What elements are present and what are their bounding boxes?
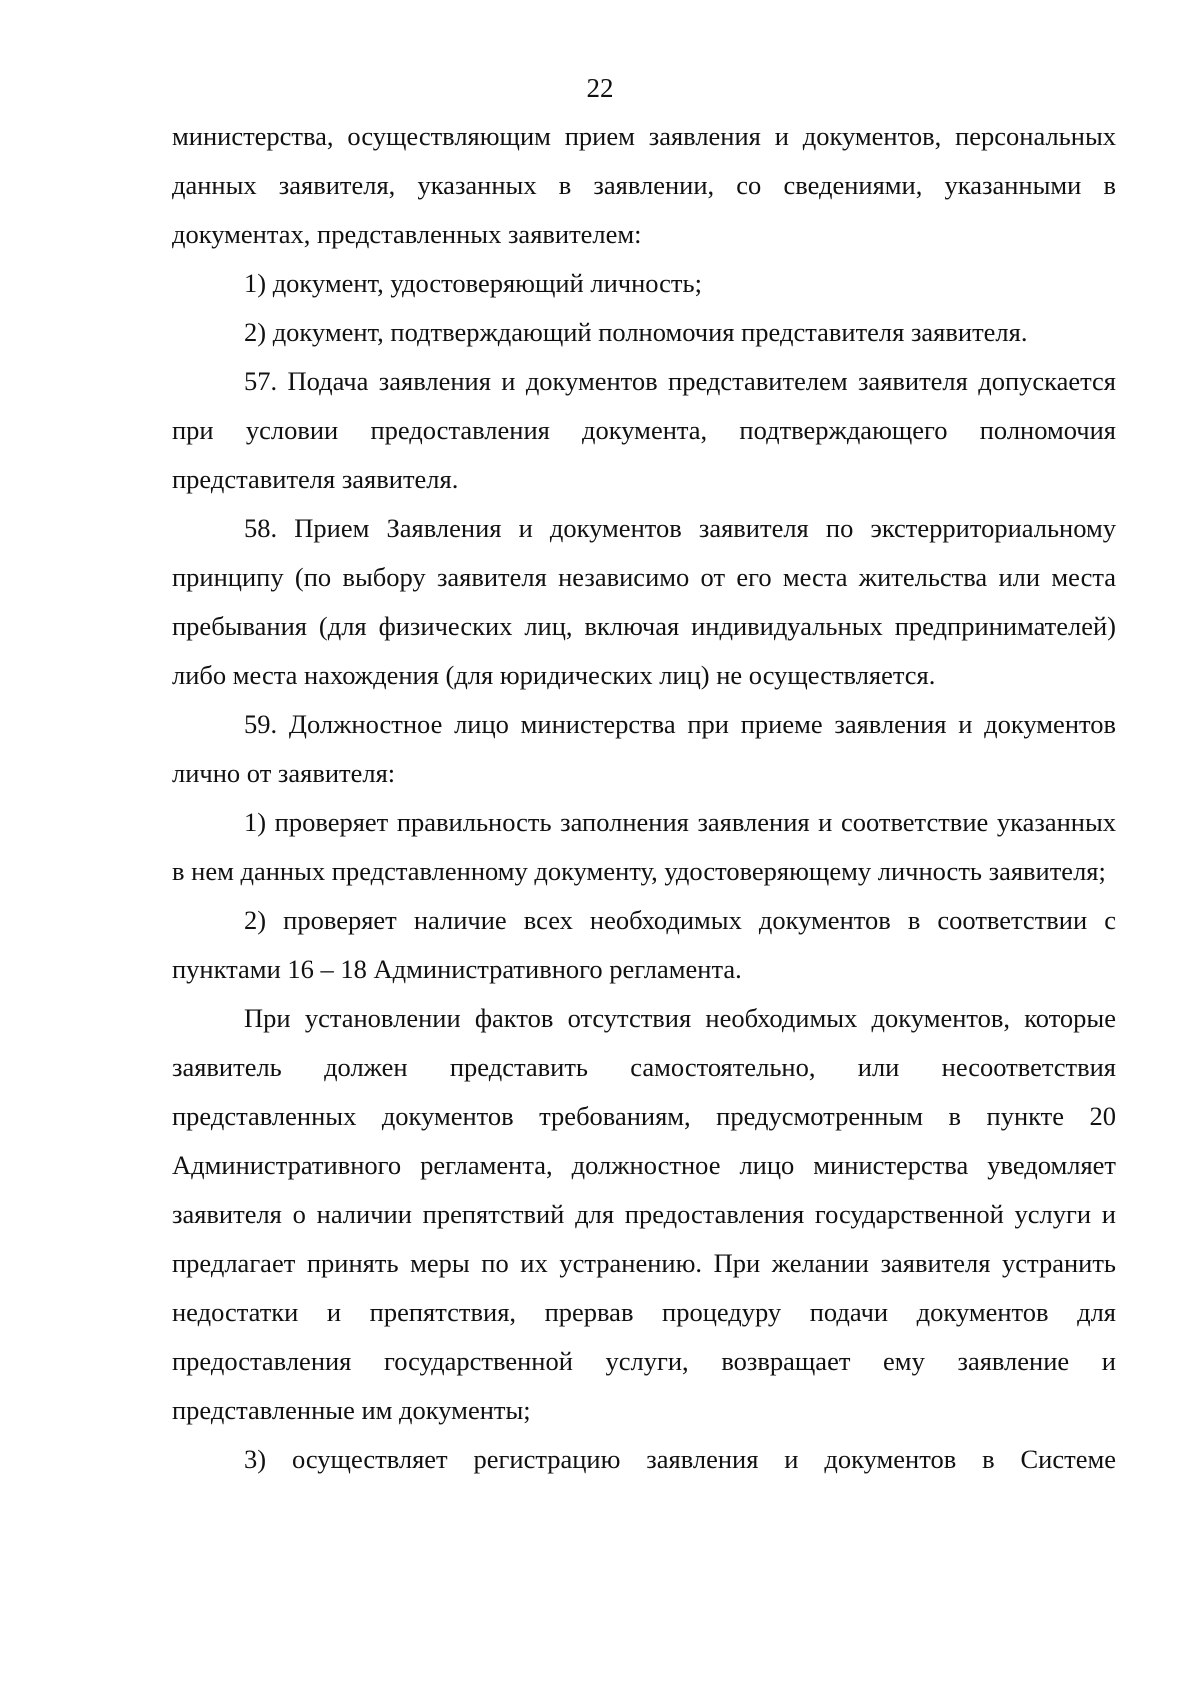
paragraph-missing-documents: При установлении фактов отсутствия необходимых документов, которые заявитель должен представить самостоятельно, или несоответствия представленных документов требованиям, предусмотренным в пункте 20 Административного регламента, должностное лицо министерства уведомляет заявителя о наличии препятствий для предоставления государственной услуги и предлагает принять меры по их устранению. При желании заявителя устранить недостатки и препятствия, прервав процедуру подачи документов для предоставления государственной услуги, возвращает ему заявление и представленные им документы; bbox=[172, 1003, 1116, 1425]
paragraph-list-item-1: 1) документ, удостоверяющий личность; bbox=[244, 268, 702, 298]
paragraph-item-57: 57. Подача заявления и документов представителем заявителя допускается при условии предоставления документа, подтверждающего полномочия представителя заявителя. bbox=[172, 366, 1116, 494]
paragraph-continuation: министерства, осуществляющим прием заявления и документов, персональных данных заявителя, указанных в заявлении, со сведениями, указанными в документах, представленных заявителем: bbox=[172, 121, 1116, 249]
paragraph-list-item-2: 2) документ, подтверждающий полномочия представителя заявителя. bbox=[244, 317, 1028, 347]
page-number: 22 bbox=[586, 73, 614, 103]
paragraph-check-item-1: 1) проверяет правильность заполнения заявления и соответствие указанных в нем данных представленному документу, удостоверяющему личность заявителя; bbox=[172, 807, 1116, 886]
paragraph-item-59: 59. Должностное лицо министерства при приеме заявления и документов лично от заявителя: bbox=[172, 709, 1116, 788]
paragraph-check-item-2: 2) проверяет наличие всех необходимых документов в соответствии с пунктами 16 – 18 Административного регламента. bbox=[172, 905, 1116, 984]
document-body bbox=[172, 112, 1116, 1484]
paragraph-item-58: 58. Прием Заявления и документов заявителя по экстерриториальному принципу (по выбору заявителя независимо от его места жительства или места пребывания (для физических лиц, включая индивидуальных предпринимателей) либо места нахождения (для юридических лиц) не осуществляется. bbox=[172, 513, 1116, 690]
paragraph-registration-item-3: 3) осуществляет регистрацию заявления и документов в Системе bbox=[244, 1444, 1116, 1474]
